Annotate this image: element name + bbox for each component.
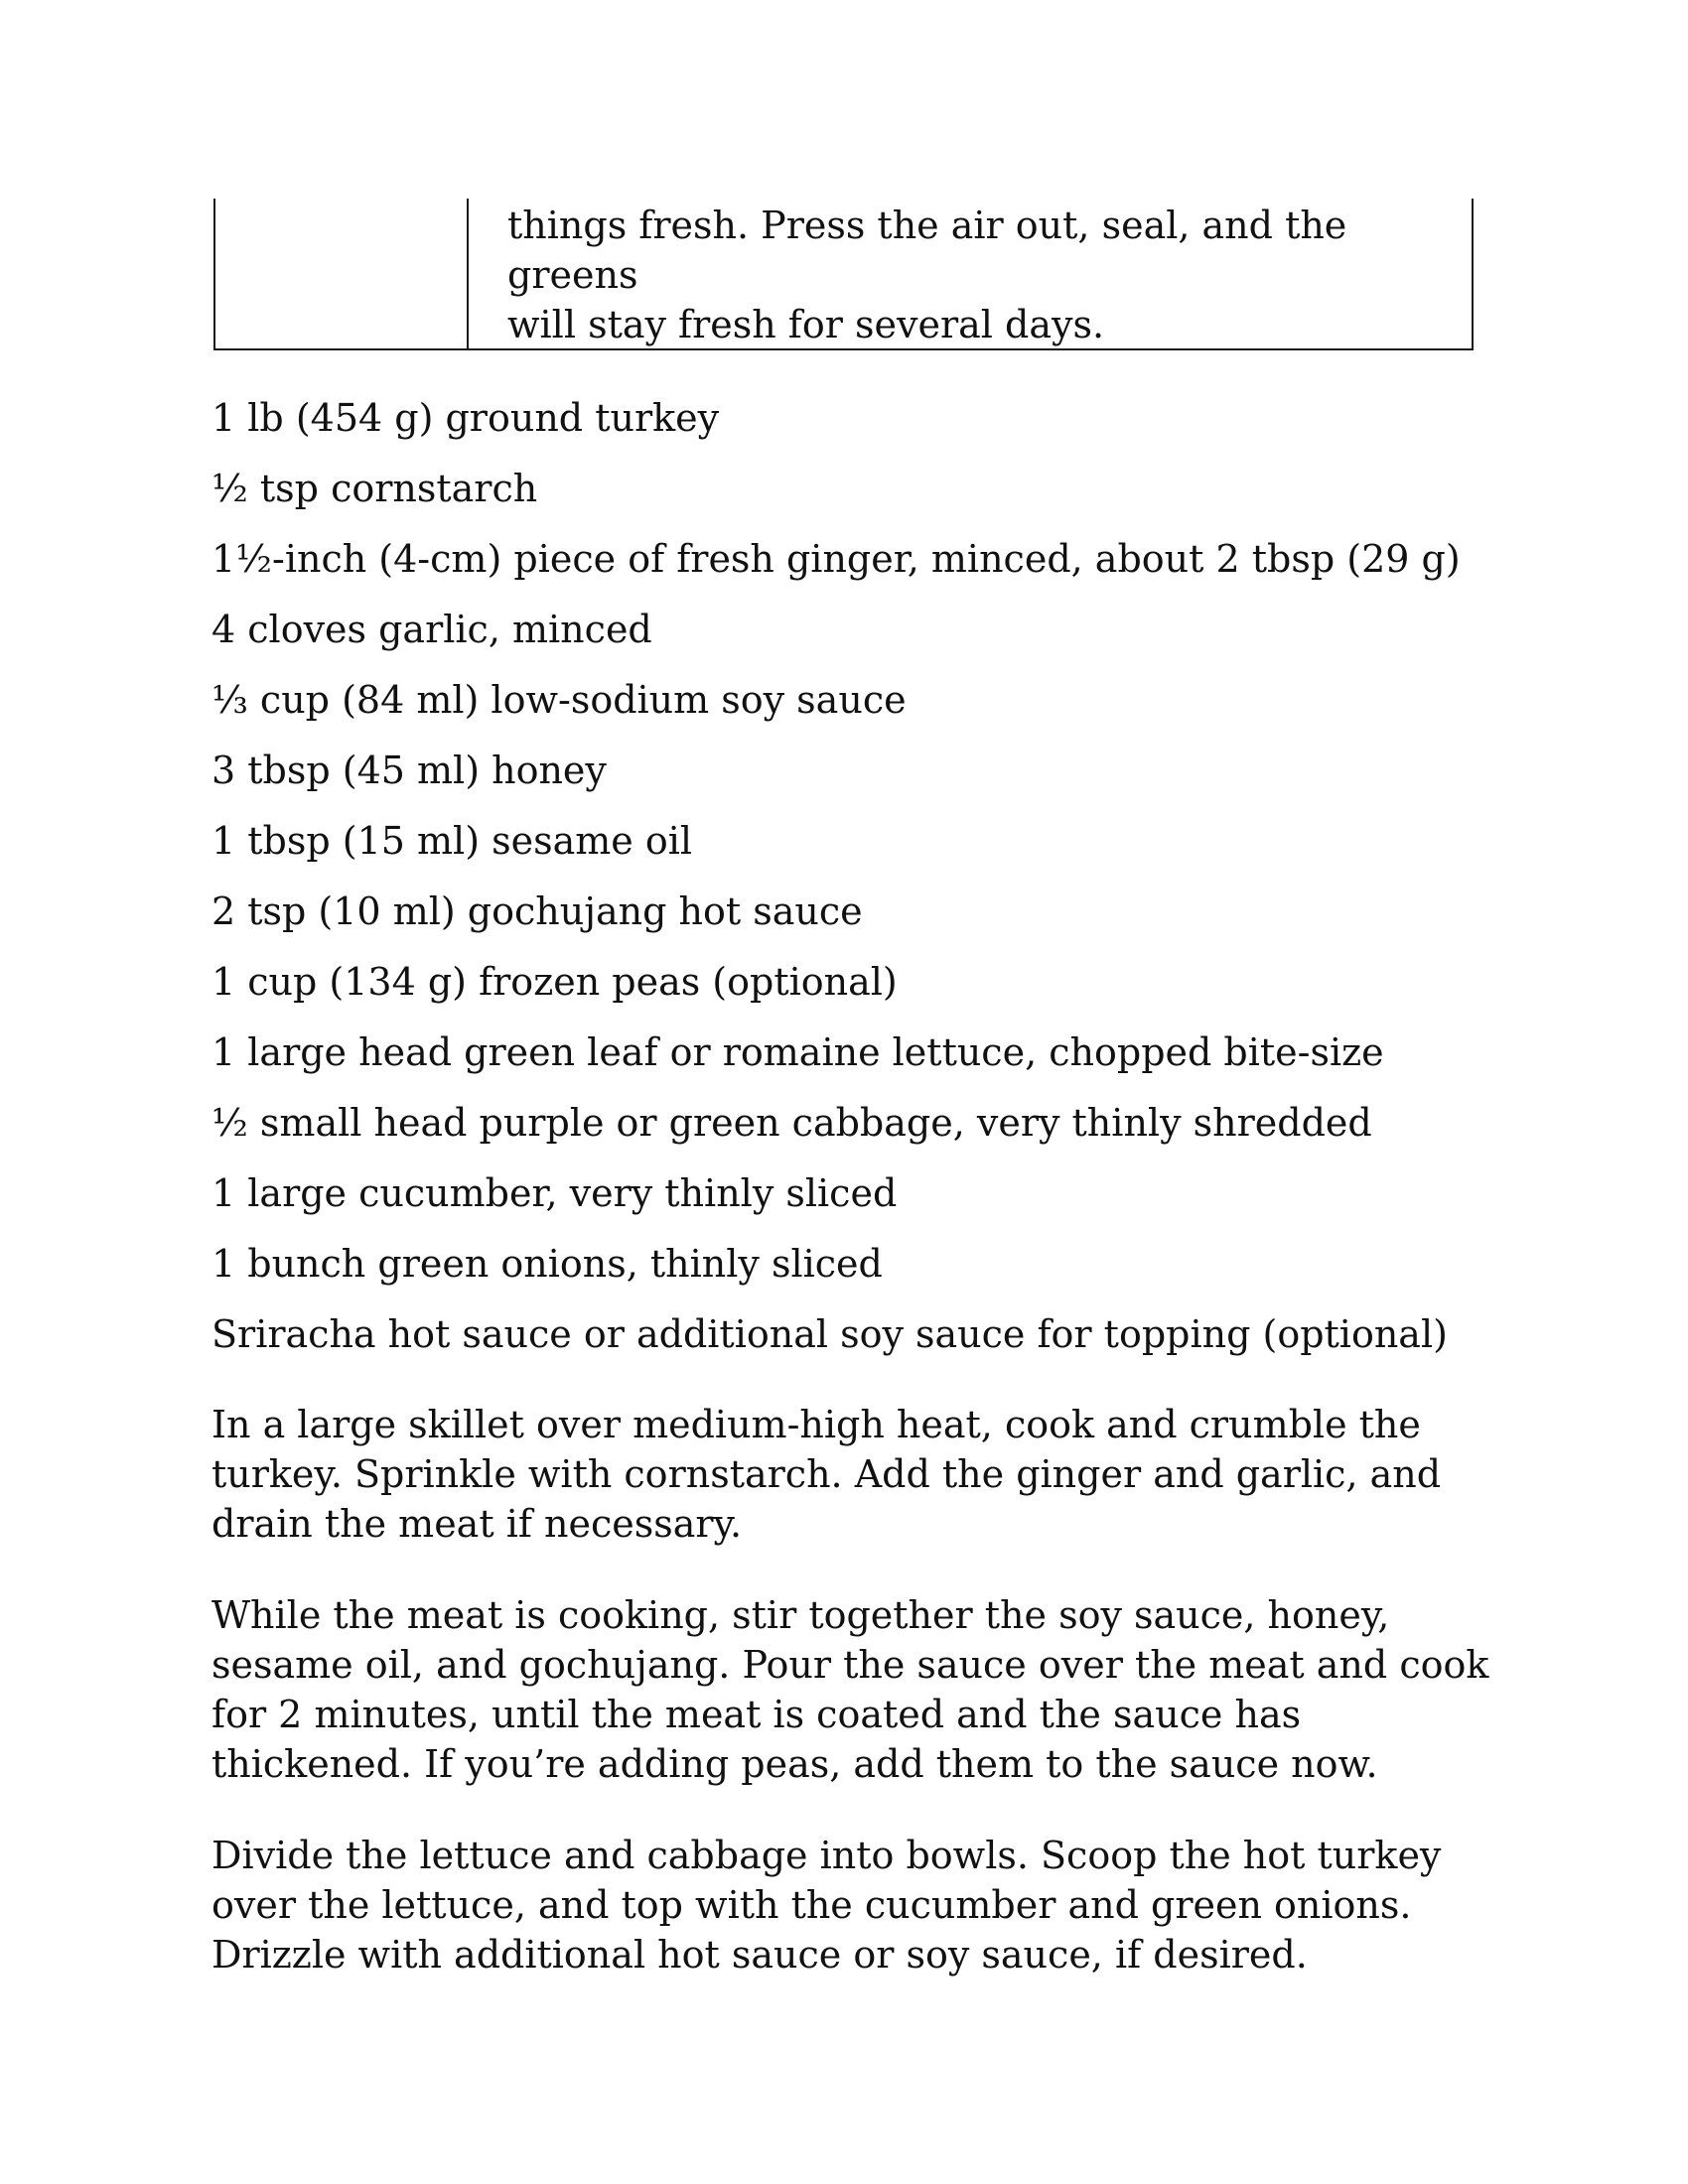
ingredient-item: 1 cup (134 g) frozen peas (optional): [211, 960, 898, 1004]
ingredient-item: 3 tbsp (45 ml) honey: [211, 749, 607, 792]
tip-line: things fresh. Press the air out, seal, and the greens: [507, 204, 1347, 297]
instruction-step: While the meat is cooking, stir together the soy sauce, honey, sesame oil, and gochujang. Pour the sauce over the meat and cook for 2 minutes, until the meat is coated and the sauce has thickened. If you’re adding peas, add them to the sauce now.: [211, 1593, 1489, 1786]
ingredient-list: [211, 393, 1502, 1380]
ingredient-item: ½ small head purple or green cabbage, very thinly shredded: [211, 1101, 1372, 1145]
ingredient-item: ⅓ cup (84 ml) low-sodium soy sauce: [211, 678, 907, 722]
ingredient-item: 1½-inch (4-cm) piece of fresh ginger, minced, about 2 tbsp (29 g): [211, 537, 1461, 581]
ingredient-item: 1 lb (454 g) ground turkey: [211, 396, 720, 440]
ingredient-item: 1 bunch green onions, thinly sliced: [211, 1242, 883, 1286]
instructions: [211, 1400, 1492, 2021]
ingredient-item: Sriracha hot sauce or additional soy sauce for topping (optional): [211, 1312, 1448, 1356]
ingredient-item: 1 large cucumber, very thinly sliced: [211, 1171, 898, 1215]
tip-line: will stay fresh for several days.: [507, 303, 1105, 346]
instruction-step: In a large skillet over medium-high heat, cook and crumble the turkey. Sprinkle with cornstarch. Add the ginger and garlic, and drain the meat if necessary.: [211, 1403, 1442, 1546]
tip-box-divider: [467, 199, 469, 348]
tip-text: [507, 201, 1451, 349]
ingredient-item: ½ tsp cornstarch: [211, 467, 538, 510]
tip-box: [213, 199, 1474, 350]
ingredient-item: 2 tsp (10 ml) gochujang hot sauce: [211, 889, 863, 933]
ingredient-item: 1 tbsp (15 ml) sesame oil: [211, 819, 693, 863]
ingredient-item: 4 cloves garlic, minced: [211, 608, 652, 651]
instruction-step: Divide the lettuce and cabbage into bowls. Scoop the hot turkey over the lettuce, and top with the cucumber and green onions. Drizzle with additional hot sauce or soy sauce, if desired.: [211, 1834, 1442, 1977]
ingredient-item: 1 large head green leaf or romaine lettuce, chopped bite-size: [211, 1030, 1384, 1074]
